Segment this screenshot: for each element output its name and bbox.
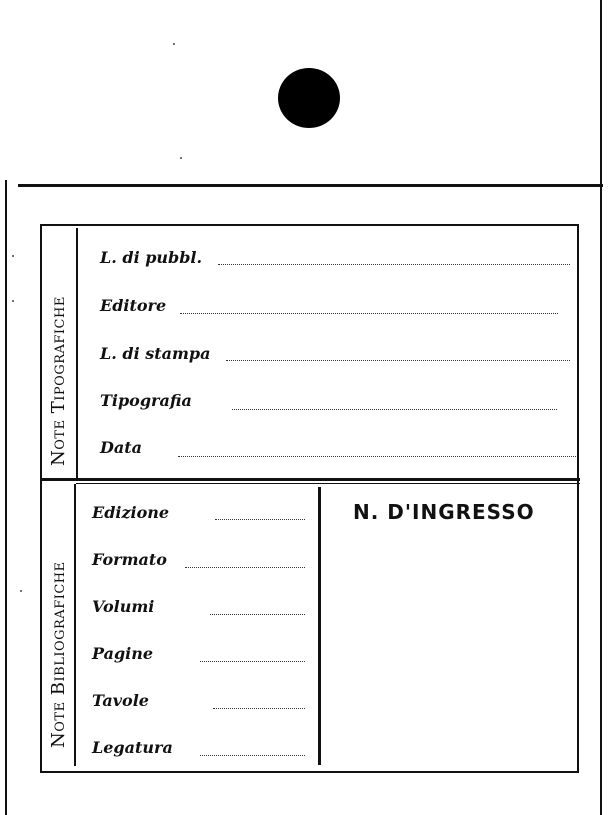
field-label-formato: Formato bbox=[92, 550, 167, 569]
field-line-data bbox=[178, 456, 576, 457]
speck bbox=[20, 590, 22, 592]
field-line-legatura bbox=[200, 755, 305, 756]
field-line-tavole bbox=[213, 708, 305, 709]
ingresso-divider bbox=[318, 487, 321, 765]
field-line-pagine bbox=[200, 661, 305, 662]
field-line-luogo-pubblicazione bbox=[218, 264, 570, 265]
section-divider-inner bbox=[76, 483, 580, 484]
field-label-volumi: Volumi bbox=[92, 597, 155, 616]
field-label-edizione: Edizione bbox=[92, 503, 170, 522]
field-label-data: Data bbox=[100, 438, 142, 457]
speck bbox=[180, 157, 182, 159]
field-line-luogo-stampa bbox=[226, 360, 570, 361]
card-right-edge bbox=[600, 0, 602, 815]
speck bbox=[12, 255, 14, 257]
field-label-legatura: Legatura bbox=[92, 738, 173, 757]
card-left-edge bbox=[5, 180, 7, 815]
field-line-tipografia bbox=[232, 409, 557, 410]
numero-ingresso-label: N. D'INGRESSO bbox=[353, 500, 535, 524]
punch-hole bbox=[278, 68, 340, 128]
note-tipografiche-label: Note Tipografiche bbox=[48, 296, 69, 466]
field-label-pagine: Pagine bbox=[92, 644, 154, 663]
bibliografiche-label-rule bbox=[74, 484, 76, 766]
note-bibliografiche-label: Note Bibliografiche bbox=[48, 561, 69, 748]
field-line-edizione bbox=[215, 519, 305, 520]
field-line-formato bbox=[185, 567, 305, 568]
field-line-volumi bbox=[210, 614, 305, 615]
field-label-editore: Editore bbox=[100, 296, 167, 315]
field-line-editore bbox=[180, 313, 558, 314]
speck bbox=[173, 43, 175, 45]
field-label-tavole: Tavole bbox=[92, 691, 149, 710]
speck bbox=[12, 300, 14, 302]
tipografiche-label-rule bbox=[76, 228, 78, 478]
field-label-luogo-stampa: L. di stampa bbox=[100, 344, 211, 363]
field-label-luogo-pubblicazione: L. di pubbl. bbox=[100, 248, 203, 267]
card-fold-line bbox=[18, 184, 603, 187]
section-divider bbox=[40, 478, 580, 481]
field-label-tipografia: Tipografia bbox=[100, 391, 192, 410]
